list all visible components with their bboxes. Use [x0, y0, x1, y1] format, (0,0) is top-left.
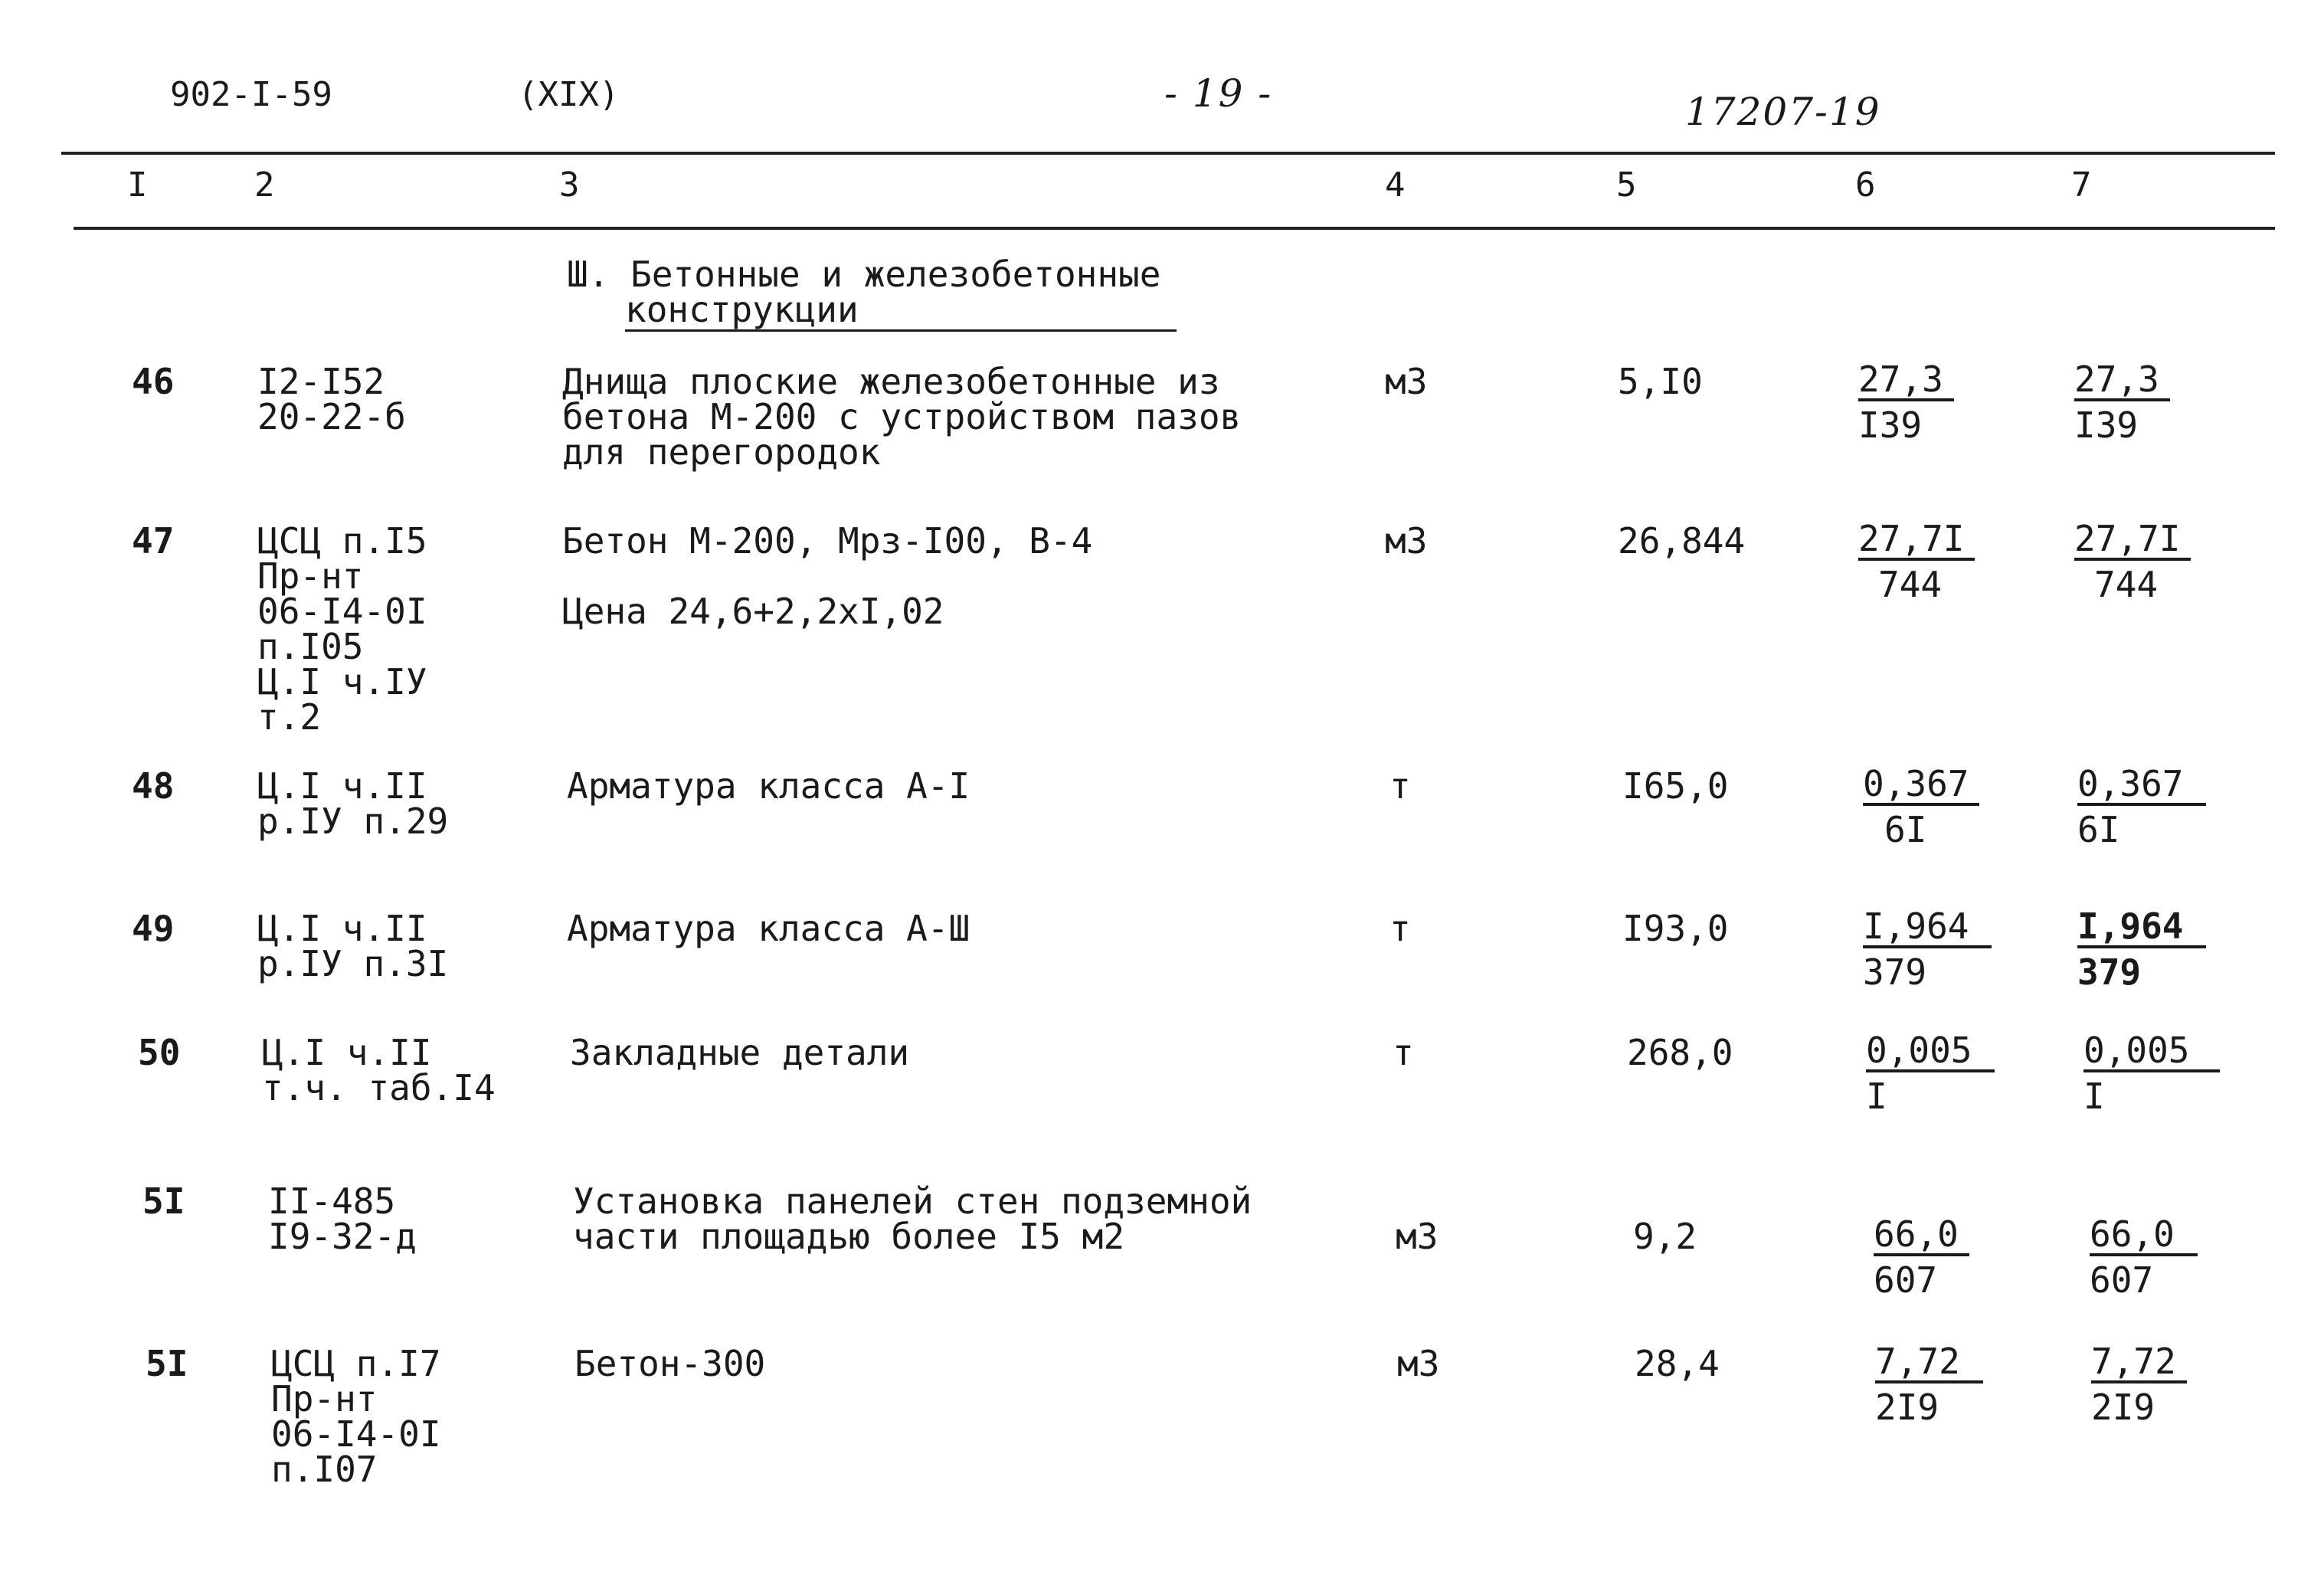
row-unit: м3: [1385, 361, 1428, 402]
row-unit: т: [1389, 908, 1411, 949]
price-denominator: I39: [1858, 404, 1923, 446]
row-unit: м3: [1396, 1216, 1439, 1257]
section-title: Ш. Бетонные и железобетонные: [567, 254, 1161, 295]
row-code-line: п.I05: [257, 626, 364, 667]
row-price-col6: [1858, 360, 1954, 444]
price-numerator: 7,72: [1875, 1342, 1983, 1383]
row-desc-line: для перегородок: [562, 431, 881, 473]
price-numerator: I,964: [1863, 907, 1992, 948]
row-price-col6: [1866, 1031, 1995, 1115]
price-denominator: 607: [1874, 1259, 1938, 1301]
price-denominator: 744: [2094, 564, 2159, 605]
row-code-line: Пр-нт: [257, 555, 364, 597]
column-header-2: 2: [254, 165, 275, 205]
price-denominator: 379: [1863, 951, 1927, 993]
row-number: 5I: [146, 1343, 188, 1384]
price-numerator: 0,367: [2077, 765, 2206, 806]
row-price-col7: [2091, 1342, 2187, 1426]
row-unit: т: [1389, 765, 1411, 807]
price-numerator: 27,3: [1858, 360, 1954, 401]
row-price-col7: [2074, 360, 2170, 444]
row-code-line: II-485: [268, 1180, 396, 1222]
row-price-col7: [2090, 1215, 2198, 1299]
row-desc-line: Днища плоские железобетонные из: [562, 361, 1220, 402]
row-code-line: Ц.I ч.IУ: [257, 661, 427, 702]
price-numerator: 66,0: [1874, 1215, 1969, 1256]
row-code-line: Пр-нт: [271, 1378, 378, 1419]
price-denominator: 6I: [2077, 809, 2120, 850]
price-denominator: 6I: [1884, 809, 1927, 850]
row-price-col6: [1863, 765, 1979, 849]
row-code-line: Ц.I ч.II: [262, 1032, 432, 1073]
column-header-7: 7: [2071, 165, 2092, 205]
row-desc-line: Арматура класса А-Ш: [567, 908, 971, 949]
row-price-col6: [1875, 1342, 1983, 1426]
row-desc-line: Закладные детали: [570, 1032, 910, 1073]
row-unit: м3: [1397, 1343, 1440, 1384]
row-desc-line: Бетон-300: [574, 1343, 766, 1384]
row-quantity: I65,0: [1622, 765, 1729, 807]
price-denominator: I: [2083, 1076, 2105, 1117]
price-denominator: 379: [2077, 951, 2142, 993]
column-header-6: 6: [1855, 165, 1876, 205]
row-price-col7: [2074, 519, 2191, 604]
price-denominator: I39: [2074, 404, 2139, 446]
row-quantity: 9,2: [1633, 1216, 1697, 1257]
price-numerator: 27,3: [2074, 360, 2170, 401]
section-subtitle: [625, 291, 1177, 332]
row-code-line: 06-I4-0I: [257, 591, 427, 632]
row-desc-line: Цена 24,6+2,2хI,02: [562, 591, 944, 632]
row-number: 48: [132, 765, 175, 807]
row-number: 49: [132, 908, 175, 949]
row-code-line: I2-I52: [257, 361, 385, 402]
row-price-col7: [2083, 1031, 2220, 1115]
column-header-4: 4: [1385, 165, 1406, 205]
row-unit: м3: [1385, 520, 1428, 562]
price-denominator: I: [1866, 1076, 1887, 1117]
price-numerator: 27,7I: [1858, 519, 1975, 561]
row-quantity: 268,0: [1627, 1032, 1733, 1073]
row-quantity: 26,844: [1618, 520, 1746, 562]
row-price-col7: [2077, 765, 2206, 849]
table-header-rule: [74, 227, 2275, 230]
price-denominator: 607: [2090, 1259, 2154, 1301]
column-header-3: 3: [559, 165, 580, 205]
row-price-col7: [2077, 907, 2206, 991]
row-price-col6: [1863, 907, 1992, 991]
row-desc-line: части площадью более I5 м2: [573, 1216, 1125, 1257]
row-code-line: р.IУ п.29: [257, 801, 449, 842]
price-numerator: 27,7I: [2074, 519, 2191, 561]
row-code-line: п.I07: [271, 1449, 378, 1490]
row-code-line: Ц.I ч.II: [257, 765, 427, 807]
price-denominator: 2I9: [1875, 1387, 1939, 1428]
row-code-line: I9-32-д: [268, 1216, 417, 1257]
price-numerator: 7,72: [2091, 1342, 2187, 1383]
row-desc-line: Установка панелей стен подземной: [573, 1180, 1252, 1222]
archive-number: 17207-19: [1685, 90, 1881, 134]
row-code-line: 20-22-б: [257, 396, 406, 437]
row-code-line: Ц.I ч.II: [257, 908, 427, 949]
row-quantity: 28,4: [1635, 1343, 1720, 1384]
row-price-col6: [1858, 519, 1975, 604]
volume-label: (XIX): [518, 75, 620, 114]
row-desc-line: бетона М-200 с устройством пазов: [562, 396, 1242, 437]
row-number: 46: [132, 361, 175, 402]
row-price-col6: [1874, 1215, 1969, 1299]
row-code-line: т.2: [257, 696, 322, 738]
price-numerator: 0,367: [1863, 765, 1979, 806]
price-denominator: 744: [1878, 564, 1943, 605]
price-denominator: 2I9: [2091, 1387, 2155, 1428]
row-code-line: ЦСЦ п.I5: [257, 520, 427, 562]
document-code: 902-I-59: [170, 75, 332, 114]
row-unit: т: [1393, 1032, 1414, 1073]
row-desc-line: Арматура класса А-I: [567, 765, 971, 807]
price-numerator: 0,005: [1866, 1031, 1995, 1072]
table-top-rule: [61, 152, 2275, 155]
row-number: 5I: [142, 1180, 185, 1222]
row-code-line: р.IУ п.3I: [257, 943, 449, 984]
column-header-5: 5: [1616, 165, 1637, 205]
row-code-line: 06-I4-0I: [271, 1413, 441, 1455]
row-number: 50: [138, 1032, 181, 1073]
price-numerator: 66,0: [2090, 1215, 2198, 1256]
price-numerator: I,964: [2077, 907, 2206, 948]
row-code-line: т.ч. таб.I4: [262, 1067, 496, 1108]
row-number: 47: [132, 520, 175, 562]
price-numerator: 0,005: [2083, 1031, 2220, 1072]
page-number: - 19 -: [1164, 71, 1273, 116]
row-desc-line: Бетон М-200, Мрз-I00, В-4: [562, 520, 1093, 562]
row-quantity: I93,0: [1622, 908, 1729, 949]
row-code-line: ЦСЦ п.I7: [271, 1343, 441, 1384]
row-quantity: 5,I0: [1618, 361, 1703, 402]
section-subtitle-text: конструкции: [625, 291, 1177, 332]
column-header-1: I: [127, 165, 148, 205]
